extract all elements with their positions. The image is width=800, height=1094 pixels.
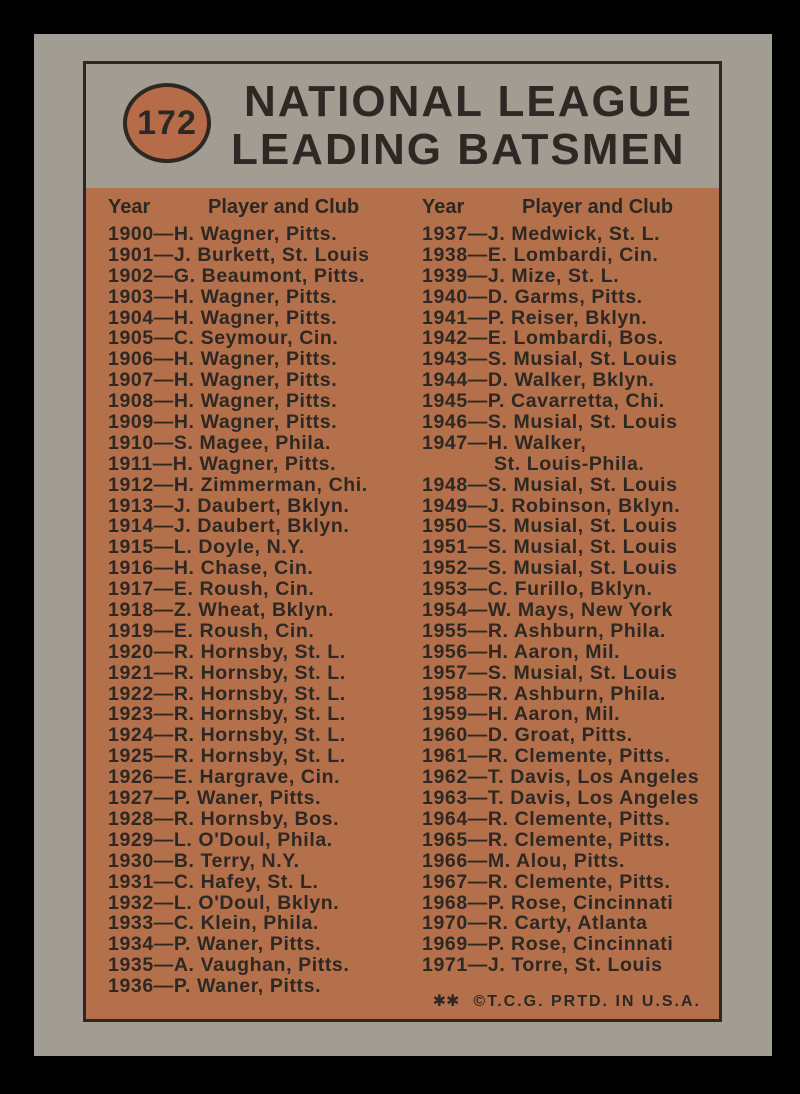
- list-item: 1904—H. Wagner, Pitts.: [108, 306, 338, 329]
- list-item: 1949—J. Robinson, Bklyn.: [422, 494, 681, 517]
- card-header: [86, 64, 719, 184]
- card-frame: [83, 61, 722, 1022]
- list-item: 1955—R. Ashburn, Phila.: [422, 619, 666, 642]
- list-item: 1933—C. Klein, Phila.: [108, 912, 319, 935]
- list-item: 1917—E. Roush, Cin.: [108, 578, 315, 601]
- list-item: 1944—D. Walker, Bklyn.: [422, 369, 655, 392]
- right-rows: [422, 224, 699, 976]
- list-item: 1951—S. Musial, St. Louis: [422, 536, 678, 559]
- list-item: 1968—P. Rose, Cincinnati: [422, 891, 674, 914]
- list-item: 1937—J. Medwick, St. L.: [422, 223, 661, 245]
- list-item: 1942—E. Lombardi, Bos.: [422, 327, 664, 350]
- list-item: 1909—H. Wagner, Pitts.: [108, 411, 338, 434]
- left-column: [108, 196, 370, 997]
- list-item: 1906—H. Wagner, Pitts.: [108, 348, 338, 371]
- list-item: 1952—S. Musial, St. Louis: [422, 557, 678, 580]
- year-header: Year: [108, 196, 151, 218]
- list-item: 1954—W. Mays, New York: [422, 599, 673, 622]
- list-item: 1959—H. Aaron, Mil.: [422, 703, 621, 726]
- list-item: 1931—C. Hafey, St. L.: [108, 870, 319, 893]
- list-item: 1936—P. Waner, Pitts.: [108, 975, 322, 998]
- list-item: 1953—C. Furillo, Bklyn.: [422, 578, 653, 601]
- list-item: 1957—S. Musial, St. Louis: [422, 661, 678, 684]
- list-item: St. Louis-Phila.: [494, 452, 645, 475]
- list-item: 1919—E. Roush, Cin.: [108, 619, 315, 642]
- list-item: 1961—R. Clemente, Pitts.: [422, 745, 671, 768]
- list-item: 1912—H. Zimmerman, Chi.: [108, 473, 368, 496]
- batsmen-table: [86, 188, 719, 1019]
- list-item: 1922—R. Hornsby, St. L.: [108, 682, 346, 705]
- list-item: 1935—A. Vaughan, Pitts.: [108, 954, 350, 977]
- list-item: 1925—R. Hornsby, St. L.: [108, 745, 346, 768]
- list-item: 1962—T. Davis, Los Angeles: [422, 766, 700, 789]
- left-rows: [108, 224, 370, 997]
- title-line-1: NATIONAL LEAGUE: [244, 77, 693, 126]
- list-item: 1914—J. Daubert, Bklyn.: [108, 515, 350, 538]
- card-number-badge: [123, 83, 211, 163]
- copyright-text: ©T.C.G. PRTD. IN U.S.A.: [473, 993, 701, 1010]
- list-item: 1929—L. O'Doul, Phila.: [108, 828, 333, 851]
- list-item: 1948—S. Musial, St. Louis: [422, 473, 678, 496]
- list-item: 1970—R. Carty, Atlanta: [422, 912, 648, 935]
- list-item: 1943—S. Musial, St. Louis: [422, 348, 678, 371]
- list-item: 1924—R. Hornsby, St. L.: [108, 724, 346, 747]
- star-icons: ✱✱: [432, 993, 460, 1010]
- card-back: [34, 34, 772, 1056]
- player-header: Player and Club: [522, 196, 674, 218]
- list-item: 1934—P. Waner, Pitts.: [108, 933, 322, 956]
- column-header: [108, 196, 370, 224]
- list-item: 1903—H. Wagner, Pitts.: [108, 285, 338, 308]
- list-item: 1910—S. Magee, Phila.: [108, 431, 331, 454]
- list-item: 1960—D. Groat, Pitts.: [422, 724, 633, 747]
- list-item: 1915—L. Doyle, N.Y.: [108, 536, 305, 559]
- list-item: 1911—H. Wagner, Pitts.: [108, 452, 337, 475]
- list-item: 1963—T. Davis, Los Angeles: [422, 787, 700, 810]
- list-item: 1927—P. Waner, Pitts.: [108, 787, 322, 810]
- card-number: 172: [137, 103, 197, 142]
- list-item: 1908—H. Wagner, Pitts.: [108, 390, 338, 413]
- list-item: 1941—P. Reiser, Bklyn.: [422, 306, 648, 329]
- list-item: 1907—H. Wagner, Pitts.: [108, 369, 338, 392]
- list-item: 1940—D. Garms, Pitts.: [422, 285, 643, 308]
- year-header: Year: [422, 196, 465, 218]
- list-item: 1971—J. Torre, St. Louis: [422, 954, 663, 977]
- list-item: 1958—R. Ashburn, Phila.: [422, 682, 666, 705]
- list-item: 1918—Z. Wheat, Bklyn.: [108, 599, 335, 622]
- list-item: 1946—S. Musial, St. Louis: [422, 411, 678, 434]
- list-item: 1926—E. Hargrave, Cin.: [108, 766, 341, 789]
- list-item: 1928—R. Hornsby, Bos.: [108, 807, 340, 830]
- list-item: 1905—C. Seymour, Cin.: [108, 327, 339, 350]
- list-item: 1945—P. Cavarretta, Chi.: [422, 390, 665, 413]
- list-item: 1930—B. Terry, N.Y.: [108, 849, 300, 872]
- list-item: 1950—S. Musial, St. Louis: [422, 515, 678, 538]
- list-item: 1900—H. Wagner, Pitts.: [108, 223, 338, 245]
- list-item: 1939—J. Mize, St. L.: [422, 264, 620, 287]
- player-header: Player and Club: [208, 196, 360, 218]
- list-item: 1902—G. Beaumont, Pitts.: [108, 264, 366, 287]
- list-item: 1947—H. Walker,: [422, 431, 587, 454]
- list-item: 1938—E. Lombardi, Cin.: [422, 243, 659, 266]
- list-item: 1966—M. Alou, Pitts.: [422, 849, 626, 872]
- list-item: 1965—R. Clemente, Pitts.: [422, 828, 671, 851]
- list-item: 1923—R. Hornsby, St. L.: [108, 703, 346, 726]
- footer: [433, 991, 701, 1011]
- list-item: 1964—R. Clemente, Pitts.: [422, 807, 671, 830]
- list-item: 1932—L. O'Doul, Bklyn.: [108, 891, 340, 914]
- list-item: 1901—J. Burkett, St. Louis: [108, 243, 370, 266]
- list-item: 1967—R. Clemente, Pitts.: [422, 870, 671, 893]
- title-line-2: LEADING BATSMEN: [231, 125, 686, 174]
- column-header: [422, 196, 699, 224]
- list-item: 1956—H. Aaron, Mil.: [422, 640, 621, 663]
- list-item: 1916—H. Chase, Cin.: [108, 557, 314, 580]
- list-item: 1969—P. Rose, Cincinnati: [422, 933, 674, 956]
- right-column: [422, 196, 699, 976]
- list-item: 1921—R. Hornsby, St. L.: [108, 661, 346, 684]
- list-item: 1913—J. Daubert, Bklyn.: [108, 494, 350, 517]
- list-item: 1920—R. Hornsby, St. L.: [108, 640, 346, 663]
